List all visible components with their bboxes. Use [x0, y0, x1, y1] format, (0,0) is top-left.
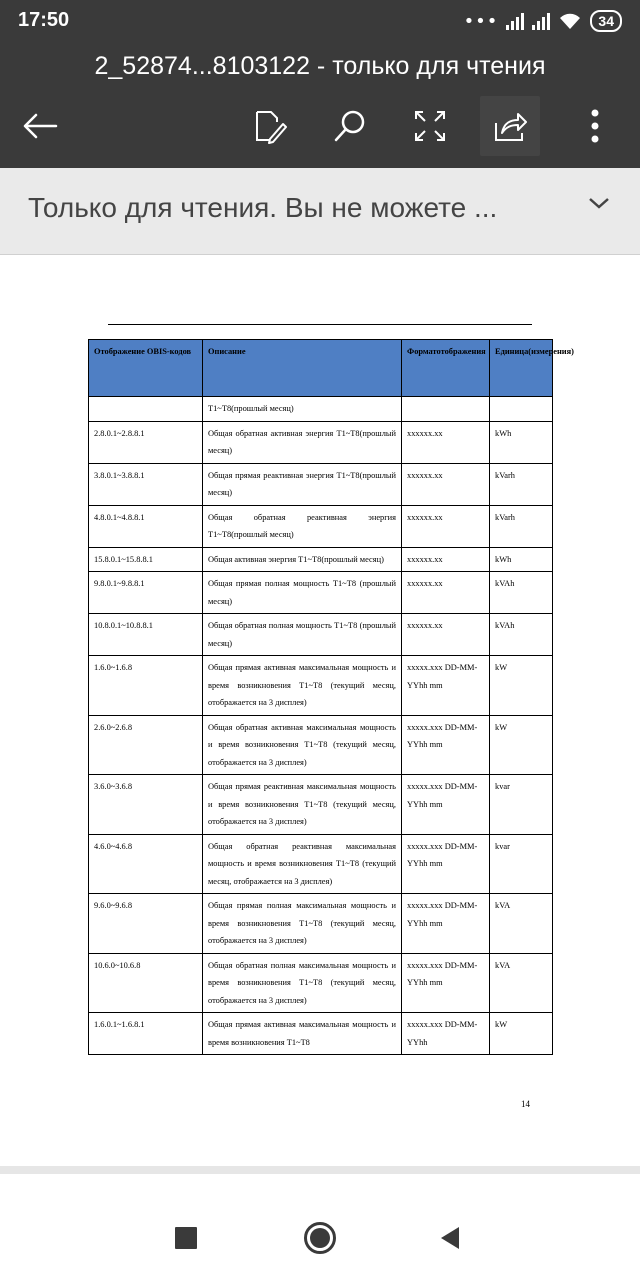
home-circle-icon [303, 1221, 337, 1255]
unit-cell: kW [490, 715, 553, 775]
search-button[interactable] [320, 96, 380, 156]
format-cell: xxxxx.xxx DD-MM-YYhh mm [402, 775, 490, 835]
table-row [89, 547, 553, 572]
obis-code-cell: 4.8.0.1~4.8.8.1 [89, 505, 203, 547]
status-icons [464, 10, 622, 32]
table-row [89, 614, 553, 656]
obis-code-cell: 9.8.0.1~9.8.8.1 [89, 572, 203, 614]
description-cell: Общая обратная полная максимальная мощность и время возникновения T1~T8 (текущий месяц, отображается на 3 дисплея) [203, 953, 402, 1013]
unit-cell: kWh [490, 547, 553, 572]
unit-cell: kVarh [490, 463, 553, 505]
obis-code-cell: 10.8.0.1~10.8.8.1 [89, 614, 203, 656]
format-cell: xxxxxx.xx [402, 614, 490, 656]
description-cell: Общая обратная активная энергия T1~T8(прошлый месяц) [203, 421, 402, 463]
back-arrow-icon [20, 111, 60, 141]
format-cell: xxxxxx.xx [402, 572, 490, 614]
format-cell: xxxxx.xxx DD-MM-YYhh mm [402, 834, 490, 894]
home-button[interactable] [300, 1218, 340, 1258]
more-icon [590, 109, 600, 143]
description-cell: Общая обратная реактивная максимальная мощность и время возникновения T1~T8 (текущий месяц, отображается на 3 дисплея) [203, 834, 402, 894]
battery-indicator: 34 [590, 10, 622, 32]
fullscreen-icon [413, 109, 447, 143]
unit-cell: kVAh [490, 572, 553, 614]
unit-cell: kVA [490, 953, 553, 1013]
obis-code-cell: 2.8.0.1~2.8.8.1 [89, 421, 203, 463]
obis-code-cell: 15.8.0.1~15.8.8.1 [89, 547, 203, 572]
column-header: Единица(измерения) [490, 340, 553, 397]
column-header: Форматотображения [402, 340, 490, 397]
table-row [89, 656, 553, 716]
table-row [89, 421, 553, 463]
unit-cell: kvar [490, 834, 553, 894]
obis-code-cell: 10.6.0~10.6.8 [89, 953, 203, 1013]
status-time: 17:50 [18, 9, 70, 31]
signal-icon [506, 12, 524, 30]
format-cell: xxxxx.xxx DD-MM-YYhh mm [402, 894, 490, 954]
description-cell: Общая обратная полная мощность T1~T8 (прошлый месяц) [203, 614, 402, 656]
more-button[interactable] [565, 96, 625, 156]
description-cell: Общая прямая реактивная энергия T1~T8(прошлый месяц) [203, 463, 402, 505]
unit-cell: kW [490, 1013, 553, 1055]
table-row [89, 463, 553, 505]
unit-cell: kWh [490, 421, 553, 463]
edit-icon [253, 108, 287, 144]
obis-code-cell: 3.8.0.1~3.8.8.1 [89, 463, 203, 505]
unit-cell: kW [490, 656, 553, 716]
obis-table [88, 339, 574, 1055]
obis-code-cell [89, 397, 203, 422]
format-cell: xxxxx.xxx DD-MM-YYhh mm [402, 656, 490, 716]
page-separator [0, 1166, 640, 1174]
description-cell: Общая прямая реактивная максимальная мощность и время возникновения T1~T8 (текущий месяц, отображается на 3 дисплея) [203, 775, 402, 835]
column-header: Отображение OBIS-кодов [89, 340, 203, 397]
header-rule [108, 324, 532, 325]
back-button[interactable] [10, 96, 70, 156]
unit-cell: kVAh [490, 614, 553, 656]
share-button[interactable] [480, 96, 540, 156]
column-header: Описание [203, 340, 402, 397]
table-row [89, 715, 553, 775]
app-header [0, 44, 640, 168]
format-cell: xxxxxx.xx [402, 421, 490, 463]
recents-button[interactable] [166, 1218, 206, 1258]
fullscreen-button[interactable] [400, 96, 460, 156]
table-row [89, 1013, 553, 1055]
table-header-row [89, 340, 553, 397]
description-cell: Общая активная энергия T1~T8(прошлый месяц) [203, 547, 402, 572]
description-cell: Общая обратная активная максимальная мощность и время возникновения T1~T8 (текущий месяц, отображается на 3 дисплея) [203, 715, 402, 775]
obis-code-cell: 4.6.0~4.6.8 [89, 834, 203, 894]
format-cell: xxxxxx.xx [402, 547, 490, 572]
wifi-icon [558, 12, 582, 30]
obis-code-cell: 2.6.0~2.6.8 [89, 715, 203, 775]
status-bar [0, 0, 640, 44]
recents-square-icon [175, 1227, 197, 1249]
table-row [89, 834, 553, 894]
format-cell: xxxxxx.xx [402, 505, 490, 547]
format-cell: xxxxx.xxx DD-MM-YYhh [402, 1013, 490, 1055]
banner-text: Только для чтения. Вы не можете ... [28, 192, 498, 223]
read-only-banner[interactable] [0, 168, 640, 255]
format-cell: xxxxxx.xx [402, 463, 490, 505]
share-icon [492, 109, 528, 143]
page-number: 14 [521, 1099, 530, 1109]
notification-dots-icon: ••• [463, 10, 499, 32]
obis-code-cell: 3.6.0~3.6.8 [89, 775, 203, 835]
unit-cell [490, 397, 553, 422]
unit-cell: kVarh [490, 505, 553, 547]
description-cell: Общая прямая активная максимальная мощность и время возникновения T1~T8 [203, 1013, 402, 1055]
table-row [89, 397, 553, 422]
navigation-bar [0, 1196, 640, 1280]
description-cell: Общая прямая полная мощность T1~T8 (прошлый месяц) [203, 572, 402, 614]
description-cell: Общая прямая активная максимальная мощность и время возникновения T1~T8 (текущий месяц, отображается на 3 дисплея) [203, 656, 402, 716]
signal-icon [532, 12, 550, 30]
format-cell: xxxxx.xxx DD-MM-YYhh mm [402, 953, 490, 1013]
format-cell: xxxxx.xxx DD-MM-YYhh mm [402, 715, 490, 775]
unit-cell: kvar [490, 775, 553, 835]
document-title: 2_52874...8103122 - только для чтения [94, 52, 546, 80]
table-row [89, 953, 553, 1013]
system-back-button[interactable] [430, 1218, 470, 1258]
obis-code-cell: 1.6.0~1.6.8 [89, 656, 203, 716]
search-icon [332, 108, 368, 144]
description-cell: Общая обратная реактивная энергия T1~T8(прошлый месяц) [203, 505, 402, 547]
table-body [89, 397, 553, 1055]
back-triangle-icon [439, 1226, 461, 1250]
description-cell: T1~T8(прошлый месяц) [203, 397, 402, 422]
unit-cell: kVA [490, 894, 553, 954]
table-row [89, 505, 553, 547]
description-cell: Общая прямая полная максимальная мощность и время возникновения T1~T8 (текущий месяц, отображается на 3 дисплея) [203, 894, 402, 954]
edit-button[interactable] [240, 96, 300, 156]
table-row [89, 894, 553, 954]
format-cell [402, 397, 490, 422]
chevron-down-icon[interactable] [588, 196, 610, 210]
obis-code-cell: 9.6.0~9.6.8 [89, 894, 203, 954]
obis-code-cell: 1.6.0.1~1.6.8.1 [89, 1013, 203, 1055]
document-page[interactable] [0, 256, 640, 1166]
table-row [89, 572, 553, 614]
table-row [89, 775, 553, 835]
